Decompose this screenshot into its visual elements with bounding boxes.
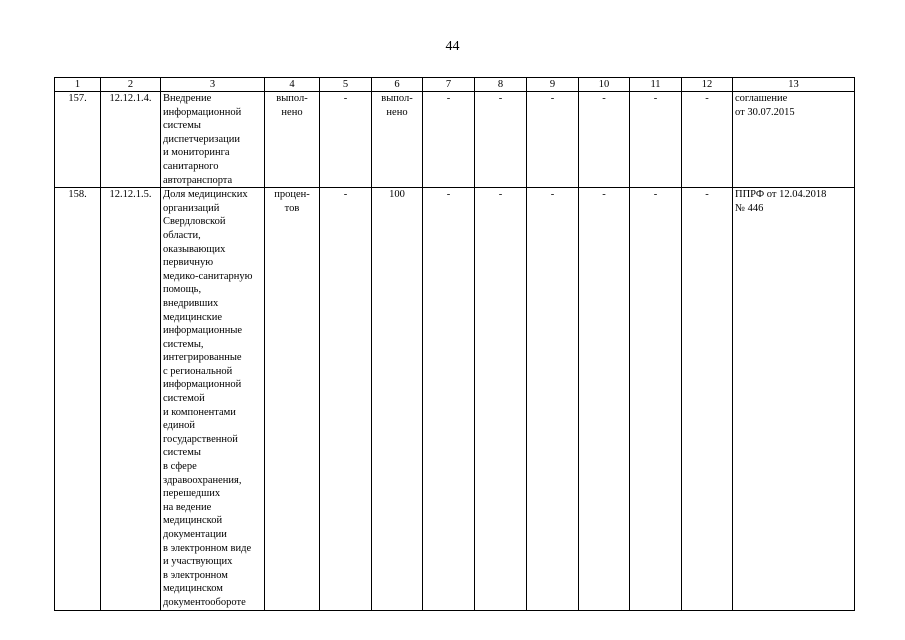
- value-cell-7: -: [423, 92, 475, 188]
- table-header-row: [55, 78, 855, 92]
- value-cell-10: -: [579, 92, 630, 188]
- value-cell-8: -: [475, 92, 527, 188]
- value-cell-12: -: [682, 188, 733, 610]
- page-number: 44: [445, 39, 460, 54]
- header-cell: 5: [320, 78, 372, 92]
- header-cell: 8: [475, 78, 527, 92]
- value-cell-11: -: [630, 92, 682, 188]
- value-cell-10: -: [579, 188, 630, 610]
- value-cell-12: -: [682, 92, 733, 188]
- header-cell: 1: [55, 78, 101, 92]
- header-cell: 12: [682, 78, 733, 92]
- header-cell: 2: [101, 78, 161, 92]
- value-cell-7: -: [423, 188, 475, 610]
- table-row: [55, 188, 855, 610]
- row-code: 12.12.1.5.: [101, 188, 161, 610]
- indicator-name: Доля медицинских организаций Свердловской области, оказывающих первичную медико-санитарную помощь, внедривших медицинские информационные системы, интегрированные с региональной информационной системой и компонентами единой государственной системы в сфере здравоохранения, перешедших на ведение медицинской документации в электронном виде и участвующих в электронном медицинском документообороте: [161, 188, 265, 610]
- header-cell: 10: [579, 78, 630, 92]
- value-cell-5: -: [320, 188, 372, 610]
- indicators-table: [54, 77, 855, 611]
- value-cell-8: -: [475, 188, 527, 610]
- header-cell: 11: [630, 78, 682, 92]
- value-cell-9: -: [527, 92, 579, 188]
- value-cell-6: 100: [372, 188, 423, 610]
- header-cell: 7: [423, 78, 475, 92]
- row-code: 12.12.1.4.: [101, 92, 161, 188]
- unit-cell: процен- тов: [265, 188, 320, 610]
- header-cell: 9: [527, 78, 579, 92]
- source-cell: соглашение от 30.07.2015: [733, 92, 855, 188]
- header-cell: 6: [372, 78, 423, 92]
- header-cell: 3: [161, 78, 265, 92]
- value-cell-6: выпол- нено: [372, 92, 423, 188]
- value-cell-9: -: [527, 188, 579, 610]
- value-cell-5: -: [320, 92, 372, 188]
- header-cell: 4: [265, 78, 320, 92]
- source-cell: ППРФ от 12.04.2018 № 446: [733, 188, 855, 610]
- row-number: 158.: [55, 188, 101, 610]
- unit-cell: выпол- нено: [265, 92, 320, 188]
- row-number: 157.: [55, 92, 101, 188]
- table-row: [55, 92, 855, 188]
- header-cell: 13: [733, 78, 855, 92]
- indicator-name: Внедрение информационной системы диспетчеризации и мониторинга санитарного автотранспорта: [161, 92, 265, 188]
- value-cell-11: -: [630, 188, 682, 610]
